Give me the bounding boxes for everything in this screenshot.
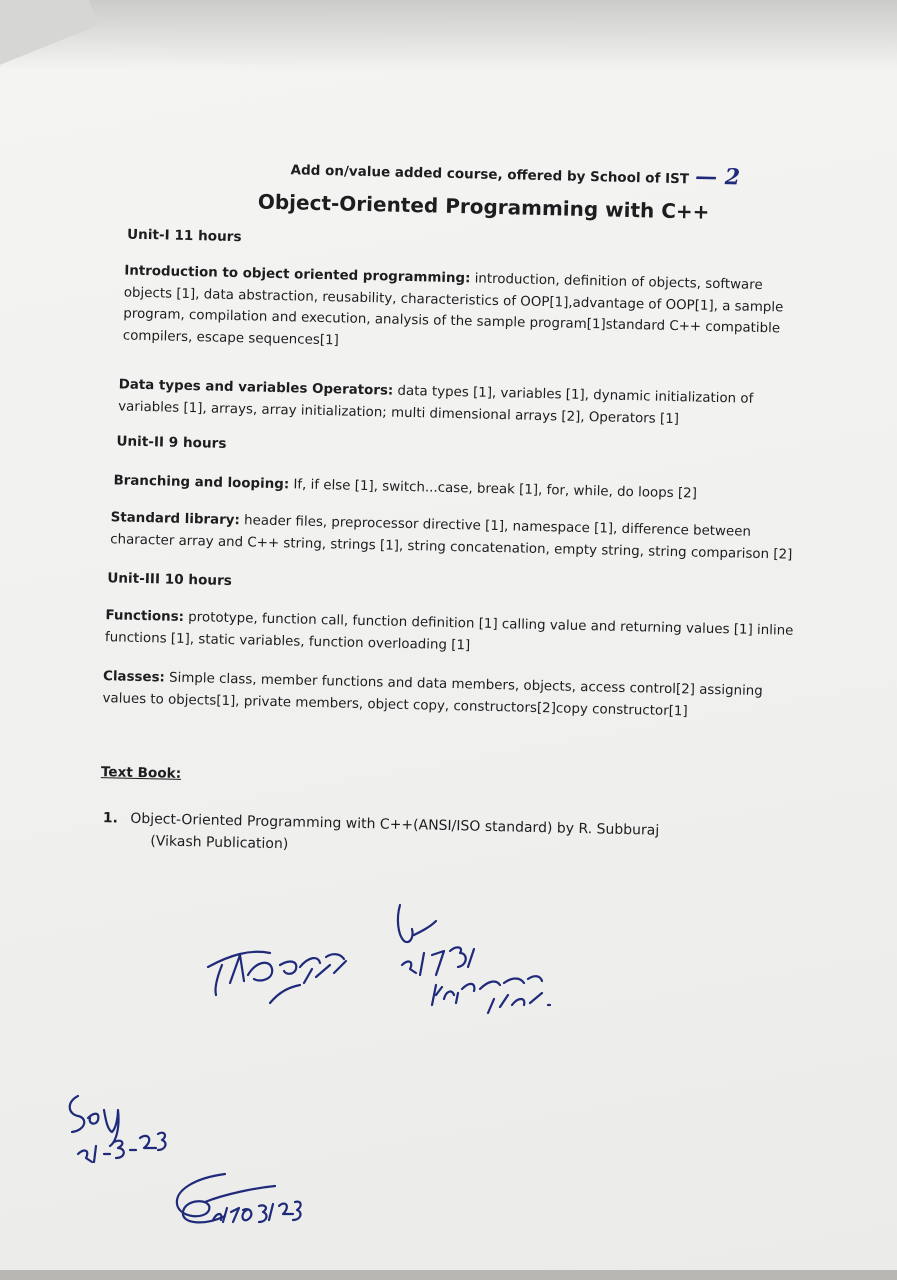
page-title: Object-Oriented Programming with C++	[257, 189, 710, 224]
unit-1-topic-2	[118, 374, 809, 433]
topic-text: Simple class, member functions and data members, objects, access control[2] assigning values to objects[1], private members, object copy, constructors[2]copy constructor[1]	[102, 670, 763, 719]
course-line-text: Add on/value added course, offered by School of IST	[290, 162, 690, 188]
signature-4	[165, 1168, 305, 1233]
topic-label: Standard library:	[110, 510, 241, 529]
topic-text: prototype, function call, function definition [1] calling value and returning values [1] inline functions [1], static variables, function overloading [1]	[104, 609, 794, 653]
unit-2-topic-1	[113, 470, 803, 507]
unit-1-heading: Unit-I 11 hours	[126, 226, 242, 246]
topic-text: introduction, definition of objects, software objects [1], data abstraction, reusability, characteristics of OOP[1],advantage of OOP[1], a sample program, compilation and execution, analysis of the sample program[1]standard C++ compatible compilers, escape sequences[1]	[122, 271, 784, 348]
book-title: Object-Oriented Programming with C++(ANSI/ISO standard) by R. Subburaj	[130, 810, 660, 839]
unit-3-topic-1	[105, 605, 796, 664]
topic-label: Data types and variables Operators:	[118, 377, 394, 399]
text-book-item	[102, 807, 659, 864]
list-number: 1.	[102, 810, 119, 827]
topic-text: If, if else [1], switch...case, break [1], for, while, do loops [2]	[288, 477, 698, 502]
unit-1-topic-1	[123, 261, 815, 363]
topic-label: Classes:	[102, 669, 166, 686]
unit-3-topic-2	[102, 666, 793, 725]
course-line	[290, 154, 740, 190]
topic-label: Functions:	[105, 608, 185, 625]
topic-text: data types [1], variables [1], dynamic initialization of variables [1], arrays, array initialization; multi dimensional arrays [2], Operators [1]	[118, 383, 754, 427]
signature-3	[60, 1088, 170, 1168]
book-publisher: (Vikash Publication)	[150, 833, 289, 853]
handwritten-mark: — 2	[694, 163, 741, 191]
text-book-heading: Text Book:	[100, 764, 182, 782]
topic-label: Introduction to object oriented programming:	[124, 263, 471, 287]
topic-label: Branching and looping:	[113, 473, 290, 493]
unit-2-heading: Unit-II 9 hours	[116, 433, 227, 452]
unit-2-topic-2	[110, 507, 801, 566]
topic-text: header files, preprocessor directive [1], namespace [1], difference between character array and C++ string, strings [1], string concatenation, empty string, string comparison [2]	[110, 513, 793, 563]
signature-2	[392, 895, 562, 1030]
signature-1	[200, 935, 360, 1010]
unit-3-heading: Unit-III 10 hours	[107, 570, 233, 590]
